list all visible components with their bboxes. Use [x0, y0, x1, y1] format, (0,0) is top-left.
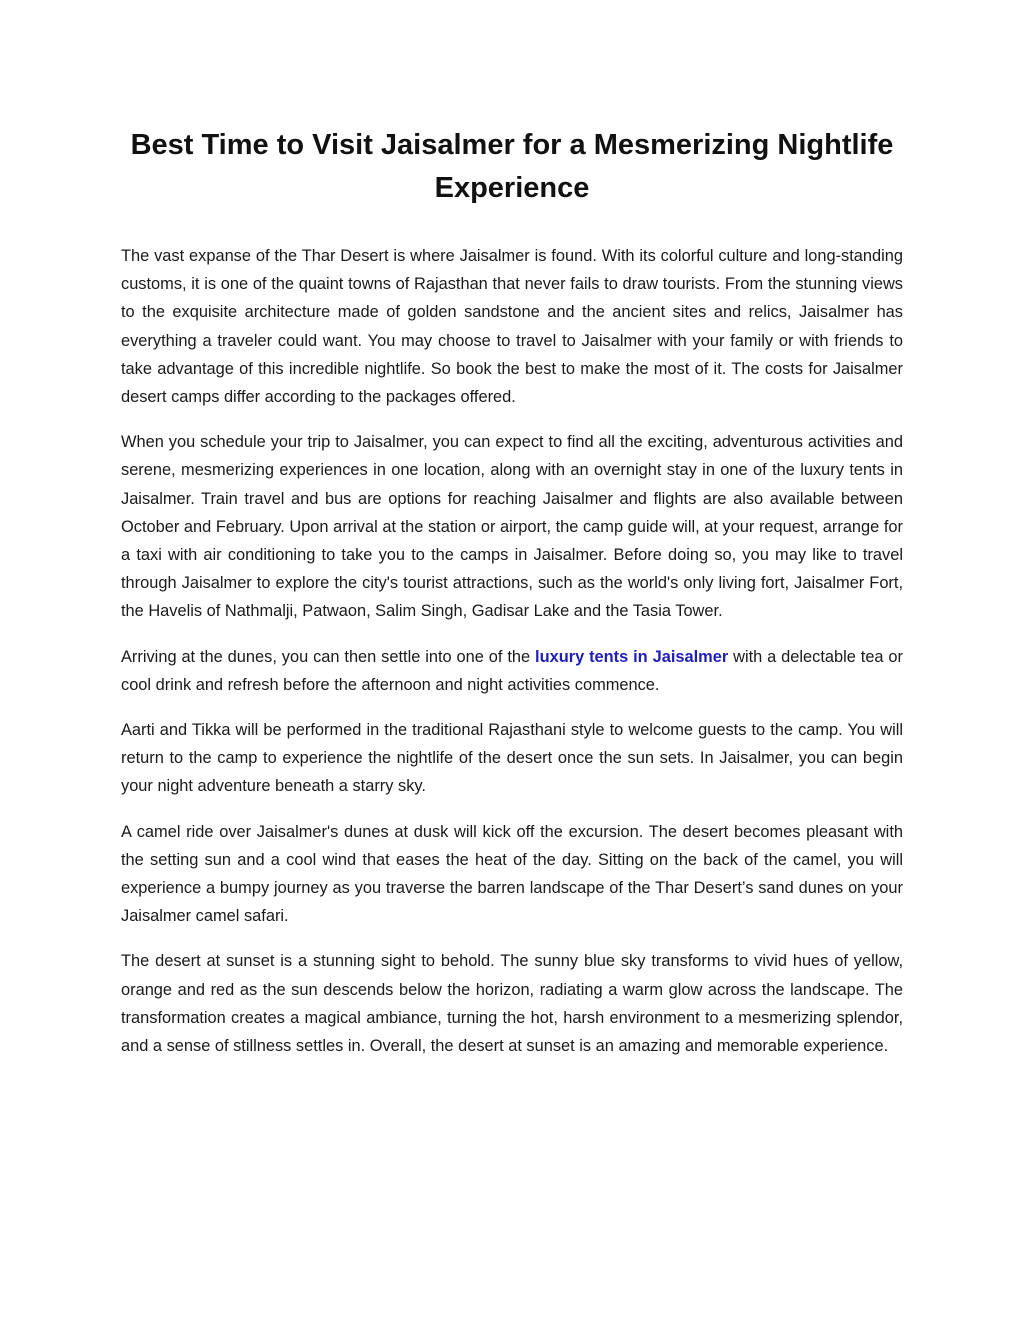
paragraph-sunset: The desert at sunset is a stunning sight to behold. The sunny blue sky transforms to vivid hues of yellow, orange and red as the sun descends below the horizon, radiating a warm glow across the landscape. The transformation creates a magical ambiance, turning the hot, harsh environment to a mesmerizing splendor, and a sense of stillness settles in. Overall, the desert at sunset is an amazing and memorable experience. — [121, 952, 903, 1056]
luxury-tents-link[interactable]: luxury tents in Jaisalmer — [535, 647, 729, 666]
document-title: Best Time to Visit Jaisalmer for a Mesmerizing Nightlife Experience — [130, 129, 894, 204]
paragraph-welcome: Aarti and Tikka will be performed in the traditional Rajasthani style to welcome guests to the camp. You will return to the camp to experience the nightlife of the desert once the sun sets. In Jaisalmer, you can begin your night adventure beneath a starry sky. — [121, 721, 903, 796]
paragraph-arrival — [121, 643, 903, 699]
document-page — [121, 124, 903, 1060]
paragraph-camel-ride: A camel ride over Jaisalmer's dunes at dusk will kick off the excursion. The desert becomes pleasant with the setting sun and a cool wind that eases the heat of the day. Sitting on the back of the camel, you will experience a bumpy journey as you traverse the barren landscape of the Thar Desert’s sand dunes on your Jaisalmer camel safari. — [121, 822, 903, 926]
paragraph-intro: The vast expanse of the Thar Desert is where Jaisalmer is found. With its colorful culture and long-standing customs, it is one of the quaint towns of Rajasthan that never fails to draw tourists. From the stunning views to the exquisite architecture made of golden sandstone and the ancient sites and relics, Jaisalmer has everything a traveler could want. You may choose to travel to Jaisalmer with your family or with friends to take advantage of this incredible nightlife. So book the best to make the most of it. The costs for Jaisalmer desert camps differ according to the packages offered. — [121, 247, 903, 407]
paragraph-trip-planning: When you schedule your trip to Jaisalmer, you can expect to find all the exciting, adventurous activities and serene, mesmerizing experiences in one location, along with an overnight stay in one of the luxury tents in Jaisalmer. Train travel and bus are options for reaching Jaisalmer and flights are also available between October and February. Upon arrival at the station or airport, the camp guide will, at your request, arrange for a taxi with air conditioning to take you to the camps in Jaisalmer. Before doing so, you may like to travel through Jaisalmer to explore the city's tourist attractions, such as the world's only living fort, Jaisalmer Fort, the Havelis of Nathmalji, Patwaon, Salim Singh, Gadisar Lake and the Tasia Tower. — [121, 433, 903, 621]
paragraph-arrival-text-after: with a delectable tea or cool drink and refresh before the afternoon and night activities commence. — [121, 647, 904, 694]
paragraph-arrival-text-before: Arriving at the dunes, you can then settle into one of the — [121, 647, 536, 666]
